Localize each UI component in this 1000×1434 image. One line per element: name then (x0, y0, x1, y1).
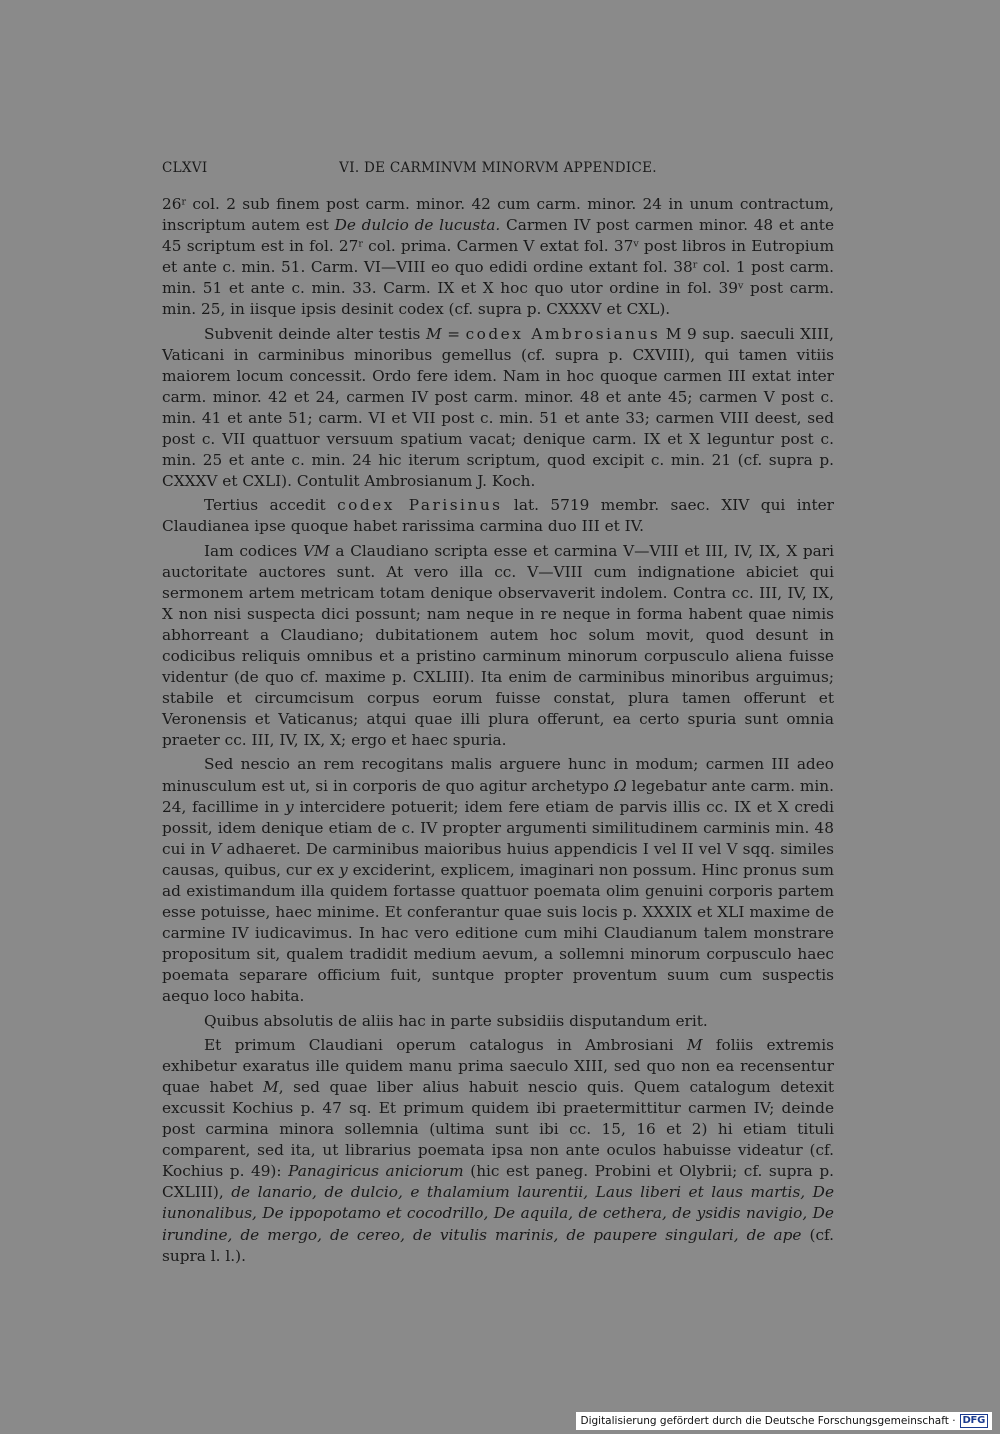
paragraph: Sed nescio an rem recogitans malis arguere hunc in modum; carmen III adeo minusculum est ut, si in corporis de quo agitur archetypo Ω legebatur ante carm. min. 24, facillime in y intercidere potuerit; idem fere etiam de parvis illis cc. IX et X credi possit, idem denique etiam de c. IV propter argumenti similitudinem carminis min. 48 cui in V adhaeret. De carminibus maioribus huius appendicis I vel II vel V sqq. similes causas, quibus, cur ex y exciderint, explicem, imaginari non possum. Hinc pronus sum ad existimandum illa quidem fortasse quattuor poemata olim genuini corporis partem esse potuisse, haec minime. Et conferantur quae suis locis p. XXXIX et XLI maxime de carmine IV iudicavimus. In hac vero editione cum mihi Claudianum talem monstrare propositum sit, qualem tradidit medium aevum, a sollemni minorum corpusculo haec poemata separare officium fuit, suntque propter proventum suum cum suspectis aequo loco habita. (162, 755, 835, 1006)
funding-credit (576, 1412, 992, 1430)
paragraph: Tertius accedit codex Parisinus lat. 5719 membr. saec. XIV qui inter Claudianea ipse quoque habet rarissima carmina duo III et IV. (162, 496, 834, 536)
funding-credit-text: Digitalisierung gefördert durch die Deutsche Forschungsgemeinschaft · (580, 1415, 956, 1427)
dfg-logo: DFG (960, 1414, 988, 1428)
body-text (162, 194, 834, 1270)
paragraph: Et primum Claudiani operum catalogus in Ambrosiani M foliis extremis exhibetur exaratus ille quidem manu prima saeculo XIII, sed quo non ea recensentur quae habet M, sed quae liber alius habuit nescio quis. Quem catalogum detexit excussit Kochius p. 47 sq. Et primum quidem ibi praetermittitur carmen IV; deinde post carmina minora sollemnia (ultima sunt ibi cc. 15, 16 et 2) hi etiam tituli comparent, sed ita, ut librarius poemata ipsa non ante oculos habuisse videatur (cf. Kochius p. 49): Panagiricus aniciorum (hic est paneg. Probini et Olybrii; cf. supra p. CXLIII), de lanario, de dulcio, e thalamium laurentii, Laus liberi et laus martis, De iunonalibus, De ippopotamo et cocodrillo, De aquila, de cethera, de ysidis navigio, De irundine, de mergo, de cereo, de vitulis marinis, de paupere singulari, de ape (cf. supra l. l.). (162, 1035, 834, 1265)
page-header (162, 160, 834, 182)
page-number: CLXVI (162, 160, 208, 176)
paragraph: Iam codices VM a Claudiano scripta esse et carmina V—VIII et III, IV, IX, X pari auctoritate auctores sunt. At vero illa cc. V—VIII cum indignatione abiciet qui sermonem artem metricam totam denique observaverit indolem. Contra cc. III, IV, IX, X non nisi suspecta dici possunt; nam neque in re neque in forma habent quae nimis abhorreant a Claudiano; dubitationem autem hoc solum movit, quod desunt in codicibus reliquis omnibus et a pristino carminum minorum corpusculo aliena fuisse videntur (de quo cf. maxime p. CXLIII). Ita enim de carminibus minoribus arguimus; stabile et circumcisum corpus eorum fuisse constat, plura tamen offerunt et Veronensis et Vaticanus; atqui quae illi plura offerunt, ea certo spuria sunt omnia praeter cc. III, IV, IX, X; ergo et haec spuria. (162, 541, 835, 750)
paragraph: 26$^r$ col. 2 sub finem post carm. minor. 42 cum carm. minor. 24 in unum contractum, inscriptum autem est De dulcio de lucusta. Carmen IV post carmen minor. 48 et ante 45 scriptum est in fol. 27$^r$ col. prima. Carmen V extat fol. 37$^v$ post libros in Eutropium et ante c. min. 51. Carm. VI—VIII eo quo edidi ordine extant fol. 38$^r$ col. 1 post carm. min. 51 et ante c. min. 33. Carm. IX et X hoc quo utor ordine in fol. 39$^v$ post carm. min. 25, in iisque ipsis desinit codex (cf. supra p. CXXXV et CXL). (162, 195, 835, 319)
paragraph: Subvenit deinde alter testis M = codex Ambrosianus M 9 sup. saeculi XIII, Vaticani in carminibus minoribus gemellus (cf. supra p. CXVIII), qui tamen vitiis maiorem locum concessit. Ordo fere idem. Nam in hoc quoque carmen III extat inter carm. minor. 42 et 24, carmen IV post carm. minor. 48 et ante 45; carmen V post c. min. 41 et ante 51; carm. VI et VII post c. min. 51 et ante 33; carmen VIII deest, sed post c. VII quattuor versuum spatium vacat; denique carm. IX et X leguntur post c. min. 25 et ante c. min. 24 hic iterum scriptum, quod excipit c. min. 21 (cf. supra p. CXXXV et CXLI). Contulit Ambrosianum J. Koch. (162, 324, 834, 491)
running-title: VI. DE CARMINVM MINORVM APPENDICE. (339, 160, 657, 176)
paragraph: Quibus absolutis de aliis hac in parte subsidiis disputandum erit. (204, 1011, 708, 1030)
